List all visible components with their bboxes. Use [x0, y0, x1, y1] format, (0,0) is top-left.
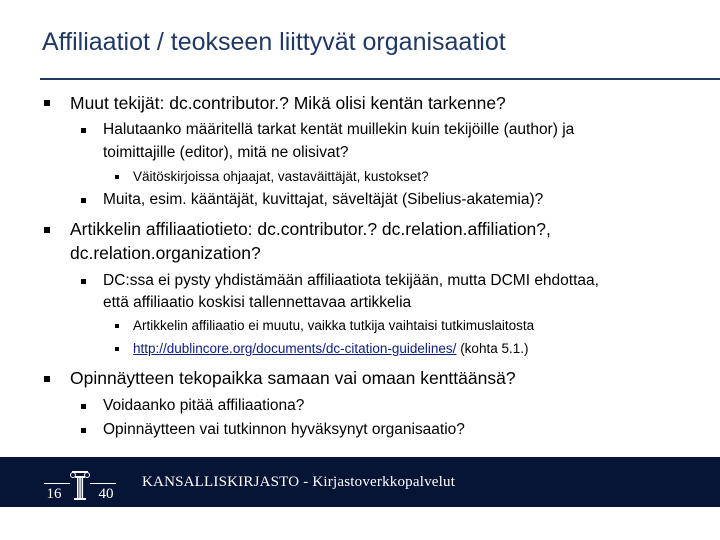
slide-title: Affiliaatiot / teokseen liittyvät organisaatiot	[42, 28, 506, 56]
footer-bar	[0, 457, 720, 507]
bullet-level1-continued: dc.relation.organization?	[70, 243, 261, 263]
bullet-level2: Muita, esim. kääntäjät, kuvittajat, säveltäjät (Sibelius-akatemia)?	[103, 191, 544, 208]
bullet-level3-with-link	[133, 340, 528, 358]
bullet-level2-continued: toimittajille (editor), mitä ne olisivat?	[103, 144, 349, 161]
bullet-marker	[115, 175, 119, 179]
bullet-level2-continued: että affiliaatio koskisi tallennettavaa artikkelia	[103, 294, 412, 311]
bullet-level3: Väitöskirjoissa ohjaajat, vastaväittäjät, kustokset?	[133, 169, 429, 184]
footer-organization-text: KANSALLISKIRJASTO - Kirjastoverkkopalvelut	[142, 474, 456, 490]
bullet-marker	[81, 128, 86, 133]
link-suffix: (kohta 5.1.)	[456, 341, 529, 356]
logo-year-right: 40	[98, 486, 114, 501]
bullet-level2: DC:ssa ei pysty yhdistämään affiliaatiota tekijään, mutta DCMI ehdottaa,	[103, 272, 599, 289]
bullet-marker	[115, 324, 119, 328]
bullet-marker	[115, 347, 119, 351]
bullet-level1: Opinnäytteen tekopaikka samaan vai omaan kenttäänsä?	[70, 368, 516, 388]
bullet-level2: Halutaanko määritellä tarkat kentät muillekin kuin tekijöille (author) ja	[103, 121, 575, 138]
bullet-level2: Opinnäytteen vai tutkinnon hyväksynyt organisaatio?	[103, 421, 465, 438]
bullet-marker	[44, 376, 50, 382]
bullet-level3: Artikkelin affiliaatio ei muutu, vaikka tutkija vaihtaisi tutkimuslaitosta	[133, 318, 535, 333]
bullet-marker	[81, 404, 86, 409]
logo-year-left: 16	[46, 486, 62, 501]
bullet-level2: Voidaanko pitää affiliaationa?	[103, 397, 305, 414]
bullet-marker	[81, 428, 86, 433]
dc-citation-guidelines-link[interactable]: http://dublincore.org/documents/dc-citation-guidelines/	[133, 341, 457, 356]
national-library-logo	[40, 467, 120, 501]
bullet-marker	[44, 100, 50, 106]
bullet-level1: Artikkelin affiliaatiotieto: dc.contributor.? dc.relation.affiliation?,	[70, 219, 551, 239]
bullet-marker	[81, 279, 86, 284]
bullet-marker	[81, 198, 86, 203]
bullet-level1: Muut tekijät: dc.contributor.? Mikä olisi kentän tarkenne?	[70, 93, 506, 113]
title-divider	[40, 78, 720, 80]
bullet-marker	[44, 227, 50, 233]
